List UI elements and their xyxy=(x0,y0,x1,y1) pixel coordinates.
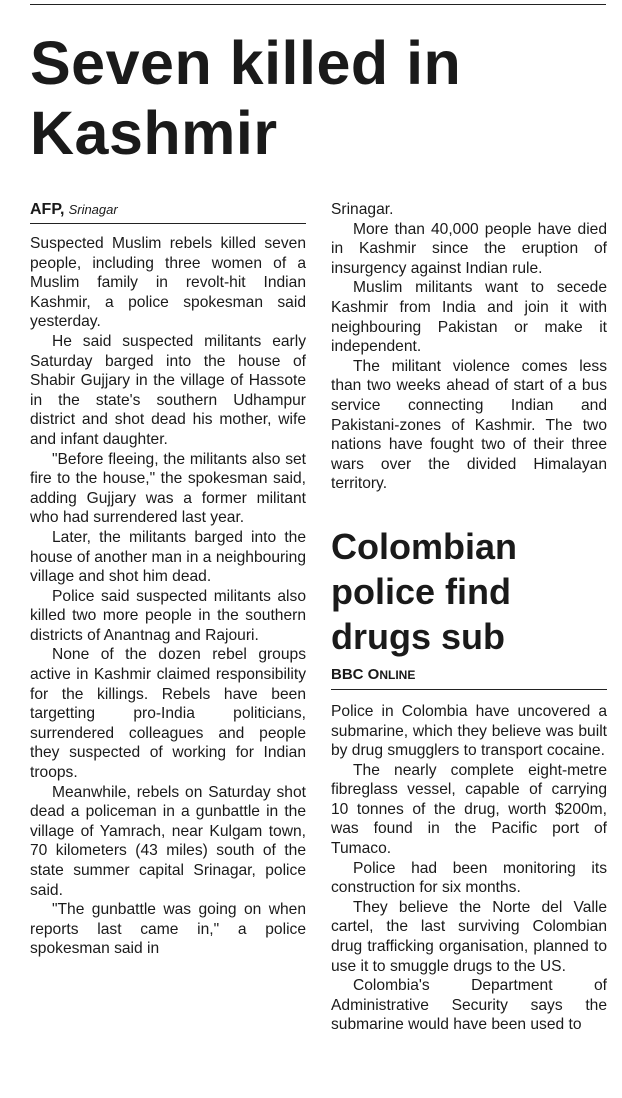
byline-source-initial: BBC O xyxy=(331,665,380,683)
article2-paragraph: The nearly complete eight-metre fibreglass vessel, capable of carrying 10 tonnes of the drug, worth $200m, was found in the Pacific port of Tumaco. xyxy=(331,761,607,858)
headline-colombian-police: Colombian police find drugs sub xyxy=(331,525,517,657)
article1-paragraph: Suspected Muslim rebels killed seven people, including three women of a Muslim family in revolt-hit Indian Kashmir, a police spokesman said yesterday. xyxy=(30,235,306,331)
byline-rule xyxy=(30,223,306,224)
byline-agency: AFP, xyxy=(30,201,65,218)
article1-paragraph: More than 40,000 people have died in Kashmir since the eruption of insurgency against Indian rule. xyxy=(331,220,607,277)
article1-paragraph: Meanwhile, rebels on Saturday shot dead a policeman in a gunbattle in the village of Yamrach, near Kulgam town, 70 kilometers (43 miles) south of the state summer capital Srinagar, police said. xyxy=(30,783,306,899)
article1-paragraph: "Before fleeing, the militants also set fire to the house," the spokesman said, adding Gujjary was a former militant who had surrendered last year. xyxy=(30,450,306,527)
article1-paragraph: "The gunbattle was going on when reports last came in," a police spokesman said in xyxy=(30,901,306,958)
article1-left-column xyxy=(30,200,306,959)
article2-paragraph: Colombia's Department of Administrative Security says the submarine would have been used to xyxy=(331,977,607,1034)
article1-paragraph: He said suspected militants early Saturday barged into the house of Shabir Gujjary in the village of Hassote in the state's southern Udhampur district and shot dead his mother, wife and infant daughter. xyxy=(30,332,306,448)
top-rule xyxy=(30,4,606,5)
article1-paragraph: Srinagar. xyxy=(331,201,394,218)
article1-paragraph: Police said suspected militants also killed two more people in the southern districts of Anantnag and Rajouri. xyxy=(30,587,306,644)
headline-seven-killed: Seven killed in Kashmir xyxy=(30,29,462,167)
article1-byline xyxy=(30,200,306,222)
article1-paragraph: None of the dozen rebel groups active in Kashmir claimed responsibility for the killings. Rebels have been targetting pro-India politicians, surrendered colleagues and people they suspected of working for Indian troops. xyxy=(30,646,306,782)
byline-location: Srinagar xyxy=(68,202,118,217)
article1-paragraph: The militant violence comes less than two weeks ahead of start of a bus service connecting Indian and Pakistani-zones of Kashmir. The two nations have fought two of their three wars over the divided Himalayan territory. xyxy=(331,357,607,493)
right-column xyxy=(331,200,607,1035)
article2-paragraph: They believe the Norte del Valle cartel, the last surviving Colombian drug trafficking organisation, planned to use it to smuggle drugs to the US. xyxy=(331,898,607,975)
article1-paragraph: Muslim militants want to secede Kashmir from India and join it with neighbouring Pakistan or make it independent. xyxy=(331,279,607,356)
byline-source-rest: NLINE xyxy=(379,667,416,682)
article2-paragraph: Police in Colombia have uncovered a submarine, which they believe was built by drug smugglers to transport cocaine. xyxy=(331,702,607,760)
byline-rule xyxy=(331,689,607,690)
article2-byline xyxy=(331,665,607,687)
article1-paragraph: Later, the militants barged into the house of another man in a neighbouring village and shot him dead. xyxy=(30,528,306,586)
article2-paragraph: Police had been monitoring its construction for six months. xyxy=(331,859,607,897)
